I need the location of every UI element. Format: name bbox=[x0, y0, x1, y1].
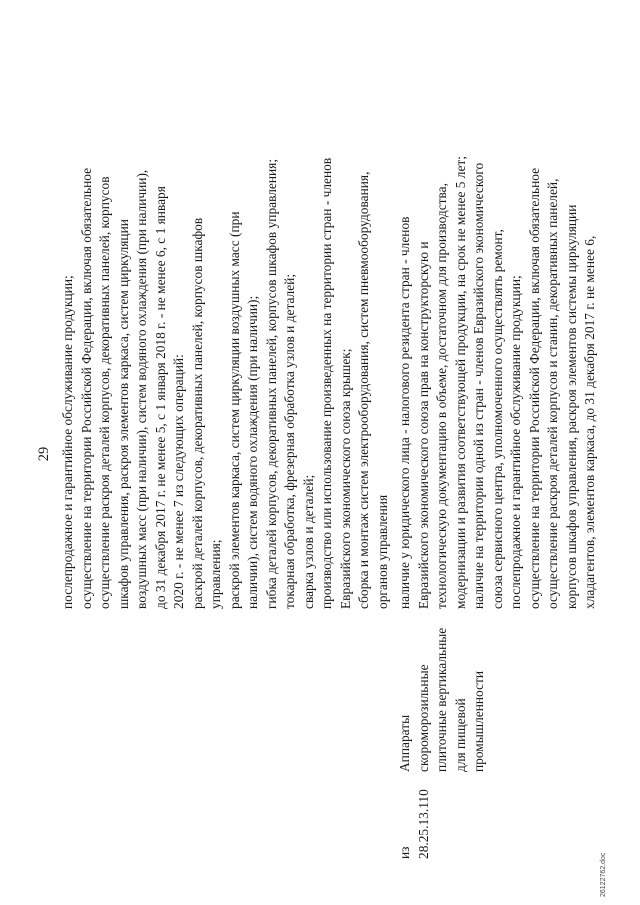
requirement-line: осуществление раскроя деталей корпусов, декоративных панелей, корпусов bbox=[97, 176, 112, 609]
requirements-list bbox=[59, 9, 392, 609]
product-name-line: для пищевой bbox=[452, 698, 468, 772]
requirement-line: сварка узлов и деталей; bbox=[300, 474, 316, 609]
requirement-line: осуществление на территории Российской Федерации, включая обязательное bbox=[78, 167, 94, 609]
requirement-line: наличии), систем водяного охлаждения (при наличии); bbox=[245, 295, 260, 609]
product-code: из 28.25.13.110 bbox=[397, 789, 431, 859]
requirement-line: хладагентов, элементов каркаса, до 31 декабря 2017 г. не менее 6, bbox=[582, 235, 597, 609]
requirement-line: технологическую документацию в объеме, достаточном для производства, bbox=[434, 183, 449, 609]
requirement-line: осуществление на территории Российской Федерации, включая обязательное bbox=[526, 167, 542, 609]
requirement-line: наличие на территории одной из стран - членов Евразийского экономического bbox=[471, 162, 486, 609]
requirement-line: союза сервисного центра, уполномоченного осуществлять ремонт, bbox=[489, 229, 505, 609]
product-name-line: плиточные вертикальные bbox=[434, 627, 449, 772]
requirement-line: послепродажное и гарантийное обслуживание продукции; bbox=[508, 275, 523, 609]
requirement-line: Евразийского экономического союза прав на конструкторскую и bbox=[415, 241, 431, 609]
requirement-line: производство или использование произведенных на территории стран - членов bbox=[319, 157, 334, 609]
requirement-line: до 31 декабря 2017 г. не менее 5, с 1 января 2018 г. - не менее 6, с 1 января bbox=[152, 186, 168, 609]
requirement-line: раскрой деталей корпусов, декоративных панелей, корпусов шкафов bbox=[189, 217, 205, 609]
product-name-line: промышленности bbox=[471, 670, 486, 772]
requirement-line: органов управления bbox=[374, 494, 390, 609]
requirement-line: сборка и монтаж систем электрооборудования, систем пневмооборудования, bbox=[356, 171, 371, 609]
requirement-line: послепродажное и гарантийное обслуживание продукции; bbox=[60, 275, 75, 609]
document-id: 26122762.doc bbox=[600, 852, 607, 897]
requirement-line: токарная обработка, фрезерная обработка узлов и деталей; bbox=[282, 273, 297, 609]
requirement-line: Евразийского экономического союза крышек; bbox=[337, 348, 353, 609]
requirements-list bbox=[396, 9, 600, 609]
requirement-line: 2020 г. - не менее 7 из следующих операций: bbox=[171, 354, 186, 609]
requirement-line: управления; bbox=[208, 539, 223, 609]
requirement-line: наличие у юридического лица - налогового резидента стран - членов bbox=[397, 216, 412, 609]
requirement-line: раскрой элементов каркаса, систем циркуляции воздушных масс (при bbox=[226, 211, 242, 609]
requirement-line: модернизации и развития соответствующей продукции, на срок не менее 5 лет; bbox=[452, 156, 468, 609]
requirement-line: воздушных масс (при наличии), систем водяного охлаждения (при наличии), bbox=[134, 169, 149, 609]
requirement-line: корпусов шкафов управления, раскроя элементов системы циркуляции bbox=[563, 204, 579, 609]
page-number: 29 bbox=[36, 446, 52, 462]
product-name bbox=[396, 622, 489, 772]
requirement-line: шкафов управления, раскроя элементов каркаса, систем циркуляции bbox=[115, 219, 131, 609]
requirement-line: гибка деталей корпусов, декоративных панелей, корпусов шкафов управления; bbox=[263, 158, 279, 609]
product-name-line: Аппараты bbox=[397, 714, 412, 772]
product-name-line: скороморозильные bbox=[415, 664, 431, 772]
requirement-line: осуществление раскроя деталей корпусов и станин, декоративных панелей, bbox=[545, 178, 560, 609]
